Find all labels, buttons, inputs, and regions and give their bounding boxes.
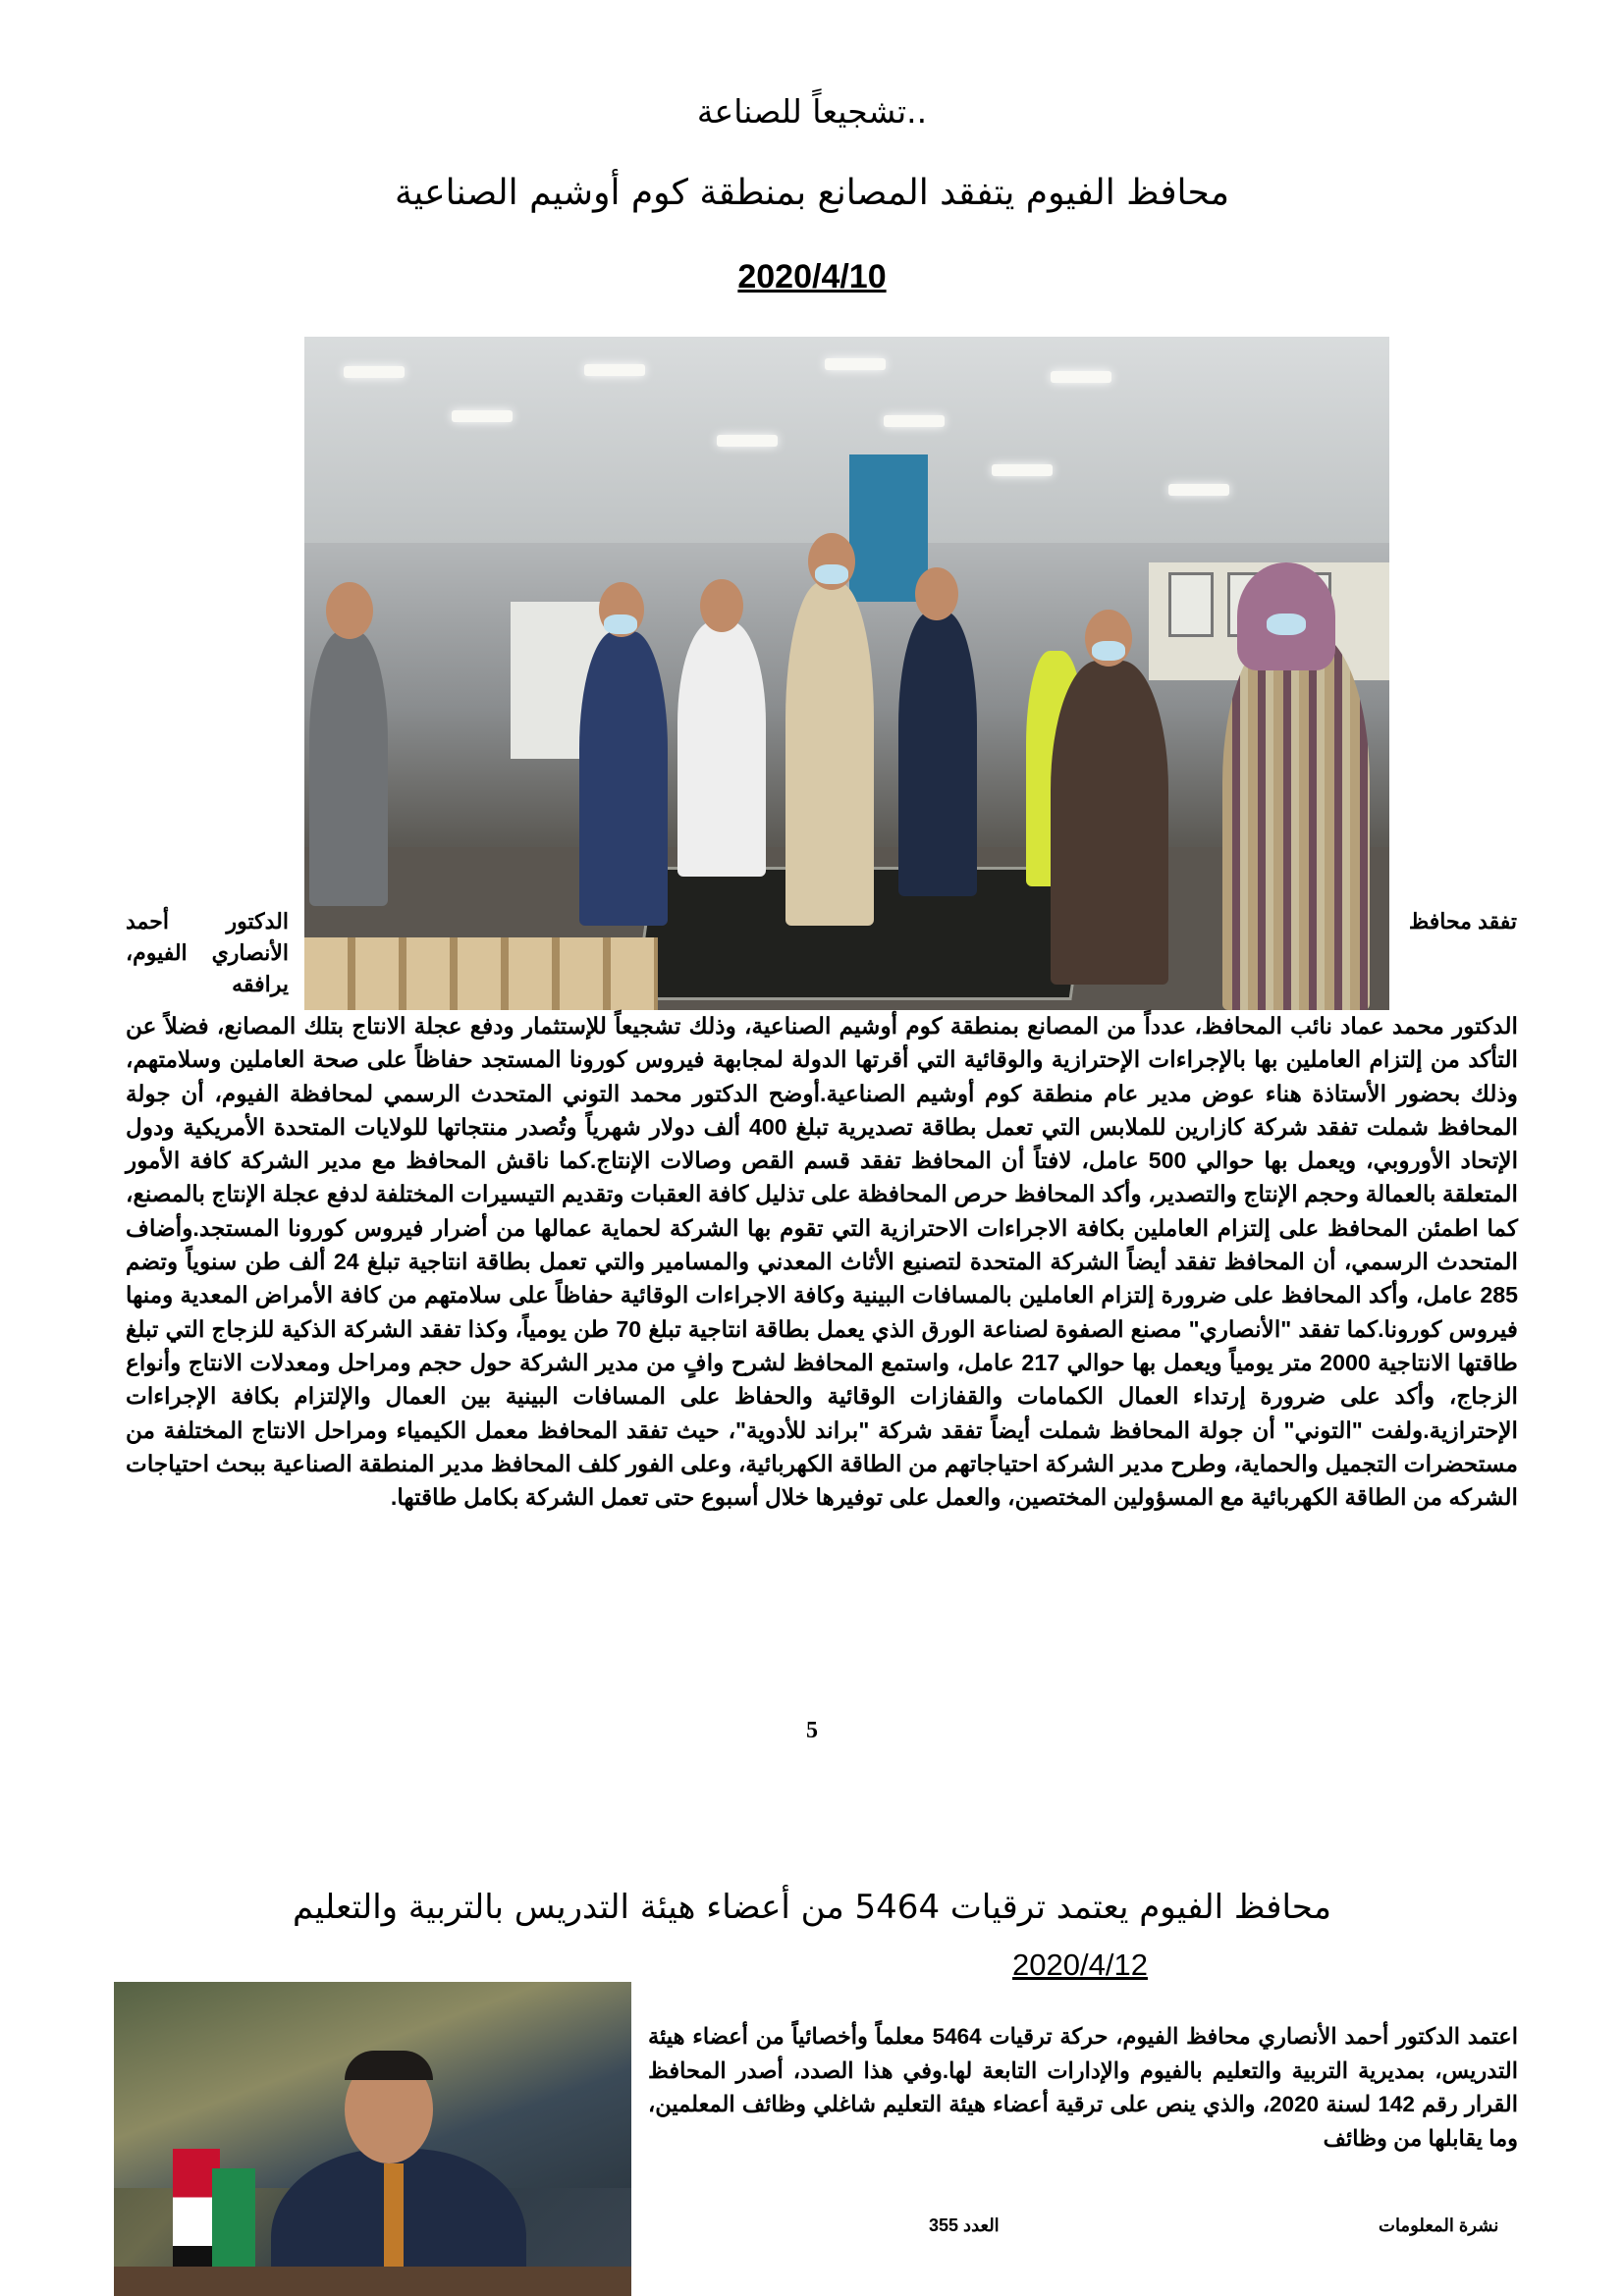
face-mask (1267, 614, 1306, 635)
ceiling-light (584, 364, 645, 376)
wooden-pallet (304, 937, 658, 1010)
person-head (915, 567, 958, 620)
ceiling-light (452, 410, 513, 422)
desk (114, 2267, 631, 2296)
page-number: 5 (806, 1718, 818, 1743)
issue-number: العدد 355 (929, 2216, 1000, 2235)
article-kicker: تشجيعاً للصناعة.. (696, 92, 928, 131)
face-mask (815, 564, 848, 584)
factory-visit-photo (304, 337, 1389, 1010)
article-date: 2020/4/10 (737, 258, 887, 295)
ceiling-light (1168, 484, 1229, 496)
blue-machine (849, 454, 928, 602)
tie (384, 2163, 404, 2271)
person (677, 621, 766, 877)
window (1168, 572, 1214, 637)
ceiling-light (1051, 371, 1111, 383)
person (1222, 631, 1370, 1010)
ceiling-light (344, 366, 405, 378)
article-body: الدكتور محمد عماد نائب المحافظ، عدداً من المصانع بمنطقة كوم أوشيم الصناعية، وذلك تشجيعاً للإستثمار ودفع عجلة الانتاج بتلك المصانع، فضلاً عن التأكد من إلتزام العاملين بها بالإجراءات الإحترازية والوقائية التي أقرتها الدولة لمجابهة فيروس كورونا المستجد حفاظاً على صحة العاملين وسلامتهم، وذلك بحضور الأستاذة هناء عوض مدير عام منطقة كوم أوشيم الصناعية.أوضح الدكتور محمد التوني المتحدث الرسمي لمحافظة الفيوم، أن جولة المحافظ شملت تفقد شركة كازارين للملابس التي تعمل بطاقة تصديرية تبلغ 400 ألف دولار شهرياً وتُصدر منتجاتها للولايات المتحدة الأمريكية ودول الإتحاد الأوروبي، ويعمل بها حوالي 500 عامل، لافتاً أن المحافظ تفقد قسم القص وصالات الإنتاج.كما ناقش المحافظ مع مدير الشركة كافة الأمور المتعلقة بالعمالة وحجم الإنتاج والتصدير، وأكد المحافظ حرص المحافظة على تذليل كافة العقبات وتقديم التيسيرات المختلفة لدفع عجلة الإنتاج بالمصنع، كما اطمئن المحافظ على إلتزام العاملين بكافة الاجراءات الاحترازية التي تقوم بها الشركة لحماية عمالها من أضرار فيروس كورونا المستجد.وأضاف المتحدث الرسمي، أن المحافظ تفقد أيضاً الشركة المتحدة لتصنيع الأثاث المعدني والمسامير والتي تعمل بطاقة انتاجية تبلغ 24 ألف طن سنوياً وتضم 285 عامل، وأكد المحافظ على ضرورة إلتزام العاملين بالمسافات البينية وكافة الاجراءات الوقائية حفاظاً على سلامتهم من كافة الأمراض المعدية ومنها فيروس كورونا.كما تفقد "الأنصاري" مصنع الصفوة لصناعة الورق الذي يعمل بطاقة انتاجية تبلغ 70 طن يومياً، وكذا تفقد الشركة الذكية للزجاج التي تبلغ طاقتها الانتاجية 2000 متر يومياً ويعمل بها حوالي 217 عامل، واستمع المحافظ لشرح وافٍ من مدير الشركة حول حجم ومراحل ومعدلات الانتاج وأنواع الزجاج، وأكد على ضرورة إرتداء العمال الكمامات والقفازات الوقائية والحفاظ على المسافات البينية بين العمال والإلتزام بكافة الإجراءات الإحترازية.ولفت "التوني" أن جولة المحافظ شملت أيضاً تفقد شركة "براند للأدوية"، حيث تفقد المحافظ معمل الكيمياء ومراحل الانتاج المختلفة من مستحضرات التجميل والحماية، وطرح مدير الشركة احتياجاتهم من الطاقة الكهربائية، وعلى الفور كلف المحافظ مدير المنطقة الصناعية ببحث احتياجات الشركه من الطاقة الكهربائية مع المسؤولين المختصين، والعمل على توفيرها خلال أسبوع حتى تعمل الشركة بكامل طاقتها. (126, 1013, 1519, 1511)
ceiling-light (992, 464, 1053, 476)
ceiling-light (717, 435, 778, 447)
person (1051, 661, 1168, 985)
article2-headline: محافظ الفيوم يعتمد ترقيات 5464 من أعضاء هيئة التدريس بالتربية والتعليم (293, 1888, 1331, 1927)
person-head (326, 582, 373, 639)
person (309, 631, 388, 906)
article2-body: اعتمد الدكتور أحمد الأنصاري محافظ الفيوم، حركة ترقيات 5464 معلماً وأخصائياً من أعضاء هيئة التدريس، بمديرية التربية والتعليم بالفيوم والإدارات التابعة لها.وفي هذا الصدد، أصدر المحافظ القرار رقم 142 لسنة 2020، والذي ينص على ترقية أعضاء هيئة التعليم شاغلي وظائف المعلمين، وما يقابلها من وظائف (648, 2024, 1518, 2151)
ceiling-light (884, 415, 945, 427)
article2-date: 2020/4/12 (1012, 1948, 1148, 1982)
governor-photo (114, 1982, 631, 2296)
person (579, 631, 668, 926)
bulletin-name: نشرة المعلومات (1379, 2216, 1499, 2235)
wrap-text-right: تفقد محافظ (1408, 909, 1517, 934)
hair (345, 2051, 433, 2080)
person-head (700, 579, 743, 632)
face-mask (604, 614, 637, 634)
person (785, 582, 874, 926)
article-headline: محافظ الفيوم يتفقد المصانع بمنطقة كوم أوشيم الصناعية (394, 173, 1230, 213)
ceiling-light (825, 358, 886, 370)
face-mask (1092, 641, 1125, 661)
person (898, 612, 977, 896)
wrap-text-left: الدكتور أحمد الأنصاري الفيوم، يرافقه (126, 909, 289, 996)
